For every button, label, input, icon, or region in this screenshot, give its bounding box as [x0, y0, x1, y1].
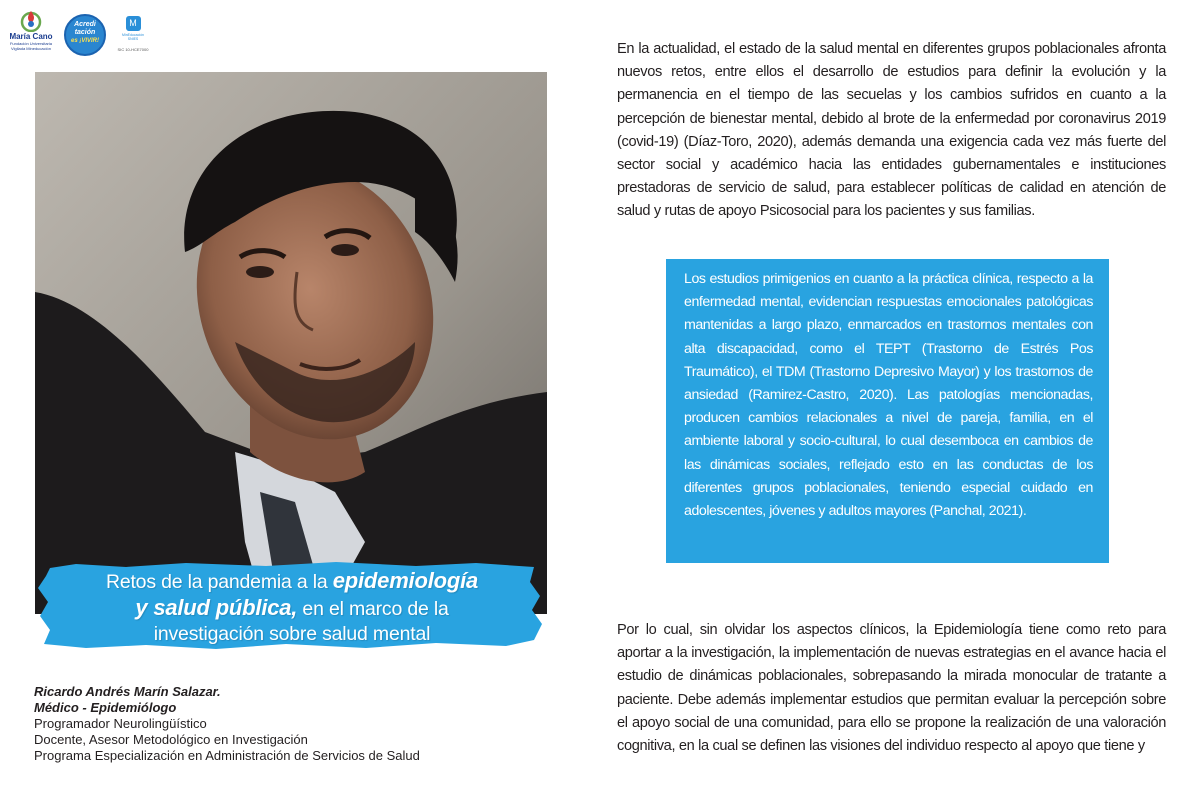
article-title	[36, 568, 548, 647]
title-part-1: Retos de la pandemia a la	[105, 571, 333, 593]
author-credential: Programa Especialización en Administración de Servicios de Salud	[34, 748, 420, 763]
snies-text: SNIES	[127, 37, 139, 41]
acreditacion-text-2: tación	[74, 29, 96, 36]
sic-code: SIC 10-HCE7000	[117, 47, 149, 52]
author-block	[34, 684, 494, 764]
mineducacion-logo	[116, 16, 150, 60]
logo-group	[8, 8, 148, 64]
title-part-3: investigación sobre salud mental	[153, 623, 431, 645]
title-banner	[36, 560, 548, 652]
acreditacion-text-3: es ¡VIVIR!	[70, 38, 99, 44]
highlight-text: Los estudios primigenios en cuanto a la práctica clínica, respecto a la enfermedad mental, evidencian respuestas emocionales patológicas mantenidas a largo plazo, enmarcados en trastornos mentales con alta discapacidad, como el TEPT (Trastorno de Estrés Pos Traumático), el TDM (Trastorno Depresivo Mayor) y los trastornos de ansiedad (Ramirez-Castro, 2020). Las patologías mencionadas, producen cambios relacionales a nivel de pareja, familia, en el ambiente laboral y socio-cultural, lo cual desemboca en cambios de las dinámicas sociales, reflejado esto en las conductas de los diferentes grupos poblacionales, teniendo especial cuidado en adolescentes, jóvenes y adultos mayores (Panchal, 2021).	[684, 271, 1093, 520]
article-paragraph-1: En la actualidad, el estado de la salud mental en diferentes grupos poblacionales afronta nuevos retos, entre ellos el desarrollo de estudios para definir la evolución y la permanencia en el tiempo de las secuelas y los cambios sufridos en cuanto a la percepción de bienestar mental, debido al brote de la enfermedad por coronavirus 2019 (covid-19) (Díaz-Toro, 2020), además demanda una exigencia cada vez más fuerte del sector social y académico hacia las entidades gubernamentales e instituciones prestadoras de servicio de salud, para establecer políticas de calidad en atención de salud y rutas de apoyo Psicosocial para los pacientes y sus familias.	[617, 41, 1166, 220]
maria-cano-logo	[8, 8, 54, 62]
acreditacion-text-1: Acredi	[74, 21, 96, 28]
acreditacion-logo	[64, 14, 106, 56]
mineducacion-text: MinEducación	[122, 33, 144, 37]
author-role: Médico - Epidemiólogo	[34, 700, 177, 715]
title-bold-1: epidemiología	[332, 568, 479, 593]
author-credential: Docente, Asesor Metodológico en Investigación	[34, 732, 308, 747]
maria-cano-emblem-icon	[20, 8, 42, 32]
author-credential: Programador Neurolingüístico	[34, 716, 207, 731]
mineducacion-icon: M	[126, 16, 141, 31]
title-bold-2: y salud pública,	[135, 595, 298, 620]
highlight-box	[666, 259, 1109, 563]
author-name: Ricardo Andrés Marín Salazar.	[34, 684, 221, 699]
maria-cano-vigilada: Vigilada Mineducación	[11, 46, 51, 51]
title-part-2: en el marco de la	[297, 598, 449, 620]
maria-cano-name: María Cano	[9, 32, 53, 41]
article-paragraph-2: Por lo cual, sin olvidar los aspectos clínicos, la Epidemiología tiene como reto para aportar a la investigación, la implementación de nuevas estrategias en el avance hacia el estudio de dinámicas poblacionales, sobrepasando la mirada monocular de tratante a paciente. Debe además implementar estudios que permitan evaluar la percepción sobre el apoyo social de una comunidad, para ello se propone la realización de una valoración cognitiva, en la cual se definen las visiones del individuo respecto al apoyo que tiene y	[617, 622, 1166, 755]
maria-cano-subtitle: Fundación Universitaria	[9, 41, 53, 46]
author-portrait-image	[35, 72, 547, 614]
author-photo	[35, 72, 547, 614]
